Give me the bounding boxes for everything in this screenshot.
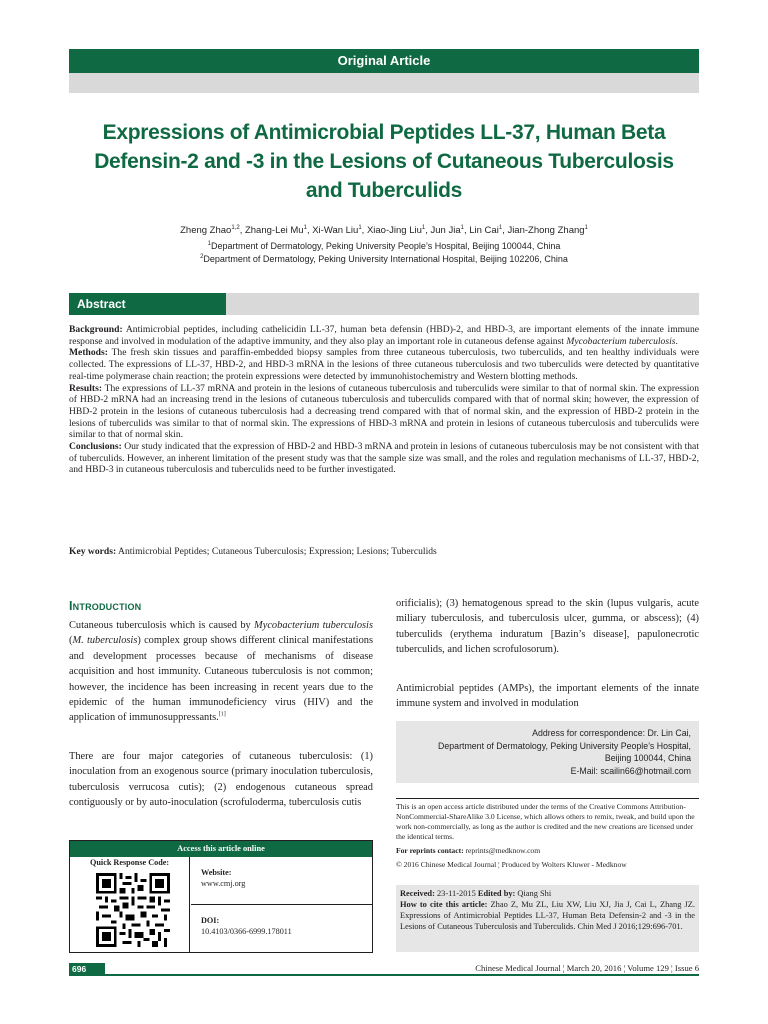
how-to-cite: How to cite this article: Zhao Z, Mu ZL, Liu XW, Liu XJ, Jia J, Cai L, Zhang JZ. Expressions of Antimicrobial Peptides LL-37, Human Beta Defensin-2 and -3 in the Lesions of Cutaneous Tuberculosis and Tuberculids. Chin Med J 2016;129:696-701.: [400, 900, 695, 931]
correspondence-box: [396, 721, 699, 783]
license-block: [396, 798, 699, 874]
journal-info: Chinese Medical Journal ¦ March 20, 2016 ¦ Volume 129 ¦ Issue 6: [475, 963, 699, 973]
website-cell: Website: www.cmj.org: [191, 857, 372, 905]
doi-link[interactable]: 10.4103/0366-6999.178011: [201, 927, 292, 936]
qr-label: Quick Response Code:: [90, 858, 170, 867]
abstract-body: [69, 324, 699, 476]
author: Jun Jia$^1$: [430, 224, 464, 236]
article-type-banner: Original Article: [69, 49, 699, 73]
reprints-line: For reprints contact: reprints@medknow.com: [396, 846, 541, 855]
banner-gray-band: [69, 73, 699, 93]
author: Lin Cai$^1$: [469, 224, 503, 236]
abstract-heading: Abstract: [69, 293, 226, 315]
received-line: Received: 23-11-2015 Edited by: Qiang Shi: [400, 889, 552, 898]
abstract-background: Background: Antimicrobial peptides, including cathelicidin LL-37, human beta defensin (HBD)-2, and HBD-3, are important elements of the innate immune response and involved in modulation of the adaptive immunity, and they also play an important role in cutaneous defense against Mycobacterium tuberculosis.: [69, 324, 699, 347]
access-online-box: [69, 840, 373, 953]
footer-rule: [69, 974, 699, 976]
reference-marker[interactable]: [1]: [218, 711, 226, 718]
correspondence-email[interactable]: E-Mail: scailin66@hotmail.com: [570, 765, 691, 776]
website-link[interactable]: www.cmj.org: [201, 879, 246, 888]
page-number: 696: [69, 963, 105, 975]
abstract-results: Results: The expressions of LL-37 mRNA and protein in the lesions of cutaneous tuberculosis and tuberculids were similar to that of normal skin. The expression of HBD-2 mRNA had an increasing trend in the lesions of cutaneous tuberculosis and tuberculids compared with that of normal skin; however, the expression of HBD-2 protein in the lesions of cutaneous tuberculosis had a decreasing trend compared with that of normal skin, and the expression of HBD-2 protein in the lesions of tuberculids was similar to that of normal skin. The expressions of HBD-3 mRNA and protein in lesions of cutaneous tuberculosis and tuberculids were similar to that of normal skin.: [69, 382, 699, 441]
author: Zheng Zhao$^{1,2}$: [180, 224, 240, 236]
correspondence-line: Department of Dermatology, Peking University People’s Hospital,: [438, 740, 691, 751]
introduction-heading: Introduction: [69, 599, 142, 613]
access-header: Access this article online: [70, 841, 372, 857]
license-text: This is an open access article distributed under the terms of the Creative Commons Attribution-NonCommercial-ShareAlike 3.0 License, which allows others to remix, tweak, and build upon the work non-commercially, as long as the author is credited and the new creations are licensed under the identical terms.: [396, 802, 695, 841]
keywords: Key words: Antimicrobial Peptides; Cutaneous Tuberculosis; Expression; Lesions; Tuberculids: [69, 546, 437, 557]
abstract-methods: Methods: The fresh skin tissues and paraffin-embedded biopsy samples from three cutaneous tuberculosis, two tuberculids, and ten healthy individuals were collected. The expressions of LL-37, HBD-2, and HBD-3 mRNA in the lesions of three cutaneous tuberculosis and two tuberculids were detected by quantitative real-time polymerase chain reaction; the protein expressions were detected by immunohistochemistry and Western blotting methods.: [69, 347, 699, 382]
affiliation: $^1$Department of Dermatology, Peking University People’s Hospital, Beijing 100044, China: [207, 241, 561, 251]
affiliation: $^2$Department of Dermatology, Peking University International Hospital, Beijing 102206, China: [200, 254, 568, 264]
author-list: Zheng Zhao$^{1,2}$, Zhang-Lei Mu$^1$, Xi-Wan Liu$^1$, Xiao-Jing Liu$^1$, Jun Jia$^1$, Lin Cai$^1$, Jian-Zhong Zhang$^1$: [180, 224, 588, 236]
introduction-paragraph: Cutaneous tuberculosis which is caused by Mycobacterium tuberculosis (M. tuberculosis) complex group shows different clinical manifestations and development processes because of mechanisms of disease acquisition and host immunity. Cutaneous tuberculosis is not common; however, the incidence has been increasing in recent years due to the epidemic of the human immunodeficiency virus (HIV) and the application of immunosuppressants.[1]: [69, 620, 373, 724]
citation-box: [396, 885, 699, 952]
introduction-paragraph: Antimicrobial peptides (AMPs), the important elements of the innate immune system and involved in modulation: [396, 683, 699, 710]
author: Zhang-Lei Mu$^1$: [244, 224, 307, 236]
qr-code-image[interactable]: [96, 873, 170, 947]
doi-cell: DOI: 10.4103/0366-6999.178011: [191, 905, 372, 953]
page-footer: [69, 963, 699, 976]
title-line: and Tuberculids: [305, 179, 463, 202]
author: Jian-Zhong Zhang$^1$: [507, 224, 588, 236]
author: Xiao-Jing Liu$^1$: [366, 224, 426, 236]
title-line: Defensin-2 and -3 in the Lesions of Cutaneous Tuberculosis: [94, 150, 674, 173]
qr-cell: [70, 857, 190, 953]
article-title: [69, 118, 699, 205]
author: Xi-Wan Liu$^1$: [312, 224, 362, 236]
copyright-line: © 2016 Chinese Medical Journal ¦ Produced by Wolters Kluwer - Medknow: [396, 860, 627, 869]
abstract-conclusions: Conclusions: Our study indicated that the expression of HBD-2 and HBD-3 mRNA and protein in lesions of cutaneous tuberculosis may be not consistent with that of tuberculids. However, an inherent limitation of the present study was that the sample size was small, and the roles and regulation mechanisms of LL-37, HBD-2, and HBD-3 in cutaneous tuberculosis and tuberculids need to be further investigated.: [69, 441, 699, 476]
introduction-paragraph: orificialis); (3) hematogenous spread to the skin (lupus vulgaris, acute miliary tuberculosis, and tuberculosis ulcer, gumma, or abscess); (4) tuberculids (erythema induratum [Bazin’s disease], papulonecrotic tuberculids, and lichen scrofulosorum).: [396, 598, 699, 656]
correspondence-line: Beijing 100044, China: [604, 753, 691, 763]
introduction-paragraph: There are four major categories of cutaneous tuberculosis: (1) inoculation from an exogenous source (primary inoculation tuberculosis, tuberculosis verrucosa cutis); (2) endogenous cutaneous spread contiguously or by auto-inoculation (scrofuloderma, tuberculosis cutis: [69, 751, 373, 809]
title-line: Expressions of Antimicrobial Peptides LL-37, Human Beta: [102, 121, 666, 144]
correspondence-line: Address for correspondence: Dr. Lin Cai,: [532, 728, 691, 738]
